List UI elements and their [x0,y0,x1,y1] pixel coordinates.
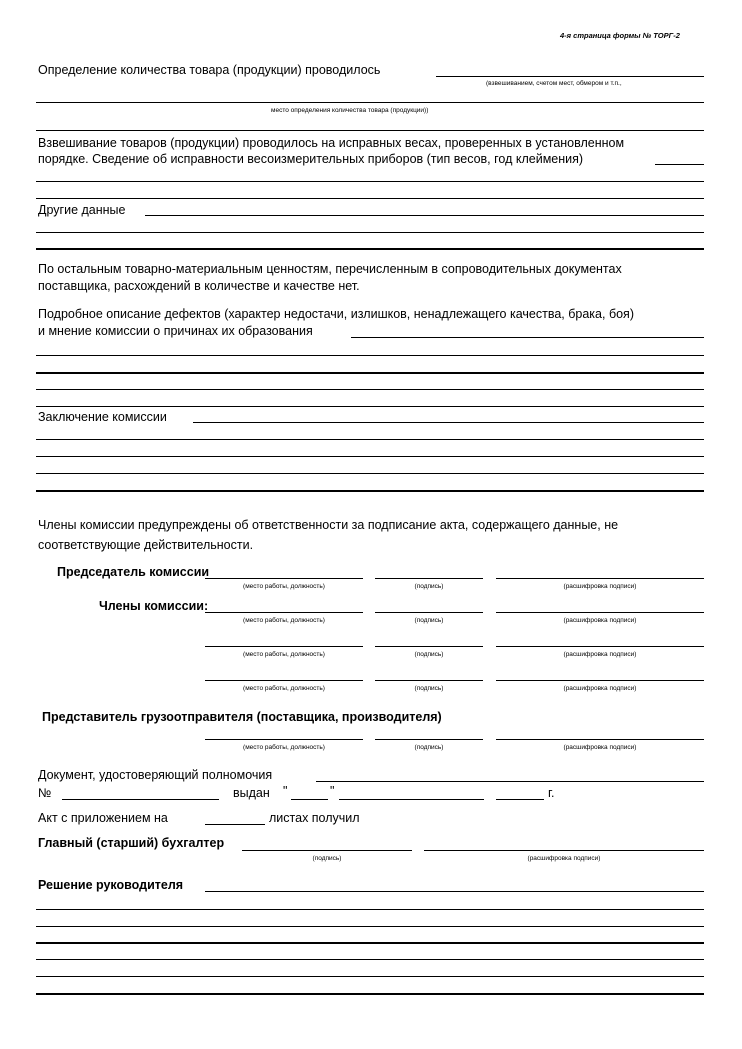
defects-inline-line[interactable] [351,337,704,338]
attachment-prefix: Акт с приложением на [38,811,168,825]
member-signature-line[interactable] [375,680,483,681]
section-divider [36,130,704,131]
accountant-signature-line[interactable] [242,850,412,851]
weighing-inline-line[interactable] [655,164,704,165]
shipper-rep-label: Представитель грузоотправителя (поставщика, производителя) [42,710,442,724]
chairman-decode-line[interactable] [496,578,704,579]
member-signature-line[interactable] [375,646,483,647]
doc-type-line[interactable] [316,781,704,782]
defects-line[interactable] [36,372,704,374]
qty-method-hint: (взвешиванием, счетом мест, обмером и т.п., [486,80,622,87]
defects-text-2: и мнение комиссии о причинах их образования [38,324,313,338]
doc-year-label: г. [548,786,555,800]
other-data-label: Другие данные [38,203,126,217]
accountant-label: Главный (старший) бухгалтер [38,836,225,850]
decision-line[interactable] [36,926,704,927]
doc-year-line[interactable] [496,799,544,800]
decision-line[interactable] [36,909,704,910]
weighing-text-2: порядке. Сведение об исправности весоизмерительных приборов (тип весов, год клеймения) [38,152,584,166]
defects-line[interactable] [36,406,704,407]
decision-line[interactable] [36,976,704,977]
doc-month-line[interactable] [339,799,484,800]
member-position-line[interactable] [205,612,363,613]
hint-position: (место работы, должность) [243,617,325,624]
other-data-line[interactable] [145,215,704,216]
hint-signature: (подпись) [414,651,444,658]
defects-text-1: Подробное описание дефектов (характер недостачи, излишков, ненадлежащего качества, брака, боя) [38,307,634,321]
conclusion-line[interactable] [36,473,704,474]
chairman-label: Председатель комиссии [57,565,210,579]
hint-decode: (расшифровка подписи) [563,583,637,590]
weighing-line[interactable] [36,181,704,182]
hint-signature: (подпись) [414,583,444,590]
conclusion-line[interactable] [36,439,704,440]
decision-line[interactable] [36,993,704,995]
member-decode-line[interactable] [496,612,704,613]
conclusion-label: Заключение комиссии [38,410,167,424]
hint-position: (место работы, должность) [243,651,325,658]
member-signature-line[interactable] [375,612,483,613]
hint-decode: (расшифровка подписи) [563,744,637,751]
conclusion-line[interactable] [36,456,704,457]
doc-quote-open: " [283,784,288,798]
hint-decode: (расшифровка подписи) [563,617,637,624]
section-divider [36,248,704,250]
hint-decode: (расшифровка подписи) [563,651,637,658]
qty-place-hint: место определения количества товара (продукции)) [271,107,429,114]
form-page-header: 4-я страница формы № ТОРГ-2 [560,31,680,40]
doc-number-line[interactable] [62,799,219,800]
hint-position: (место работы, должность) [243,744,325,751]
conclusion-inline-line[interactable] [193,422,704,423]
member-decode-line[interactable] [496,680,704,681]
doc-issued-label: выдан [233,786,270,800]
doc-number-sign: № [38,786,52,800]
decision-inline-line[interactable] [205,891,704,892]
member-decode-line[interactable] [496,646,704,647]
qty-place-line[interactable] [36,102,704,103]
decision-line[interactable] [36,942,704,944]
member-position-line[interactable] [205,680,363,681]
hint-position: (место работы, должность) [243,685,325,692]
defects-line[interactable] [36,355,704,356]
other-data-line-2[interactable] [36,232,704,233]
members-label: Члены комиссии: [99,599,209,613]
member-position-line[interactable] [205,646,363,647]
decision-line[interactable] [36,959,704,960]
chairman-position-line[interactable] [205,578,363,579]
hint-decode: (расшифровка подписи) [563,685,637,692]
accountant-decode-line[interactable] [424,850,704,851]
shipper-position-line[interactable] [205,739,363,740]
defects-line[interactable] [36,389,704,390]
chairman-signature-line[interactable] [375,578,483,579]
conclusion-line[interactable] [36,490,704,492]
accountant-hint-decode: (расшифровка подписи) [527,855,601,862]
decision-label: Решение руководителя [38,878,184,892]
qty-label: Определение количества товара (продукции) проводилось [38,63,381,77]
doc-day-line[interactable] [291,799,328,800]
discrepancy-text-1: По остальным товарно-материальным ценностям, перечисленным в сопроводительных документах [38,262,622,276]
hint-signature: (подпись) [414,617,444,624]
hint-position: (место работы, должность) [243,583,325,590]
hint-signature: (подпись) [414,685,444,692]
discrepancy-text-2: поставщика, расхождений в количестве и качестве нет. [38,279,360,293]
attachment-sheets-line[interactable] [205,824,265,825]
doc-label: Документ, удостоверяющий полномочия [38,768,273,782]
warning-text-2: соответствующие действительности. [38,538,254,552]
shipper-signature-line[interactable] [375,739,483,740]
attachment-suffix: листах получил [269,811,360,825]
accountant-hint-signature: (подпись) [312,855,342,862]
warning-text-1: Члены комиссии предупреждены об ответственности за подписание акта, содержащего данные, не [38,518,619,532]
shipper-decode-line[interactable] [496,739,704,740]
weighing-text-1: Взвешивание товаров (продукции) проводилось на исправных весах, проверенных в установленном [38,136,625,150]
qty-method-line[interactable] [436,76,704,77]
section-divider [36,198,704,199]
hint-signature: (подпись) [414,744,444,751]
doc-quote-close: " [330,784,335,798]
